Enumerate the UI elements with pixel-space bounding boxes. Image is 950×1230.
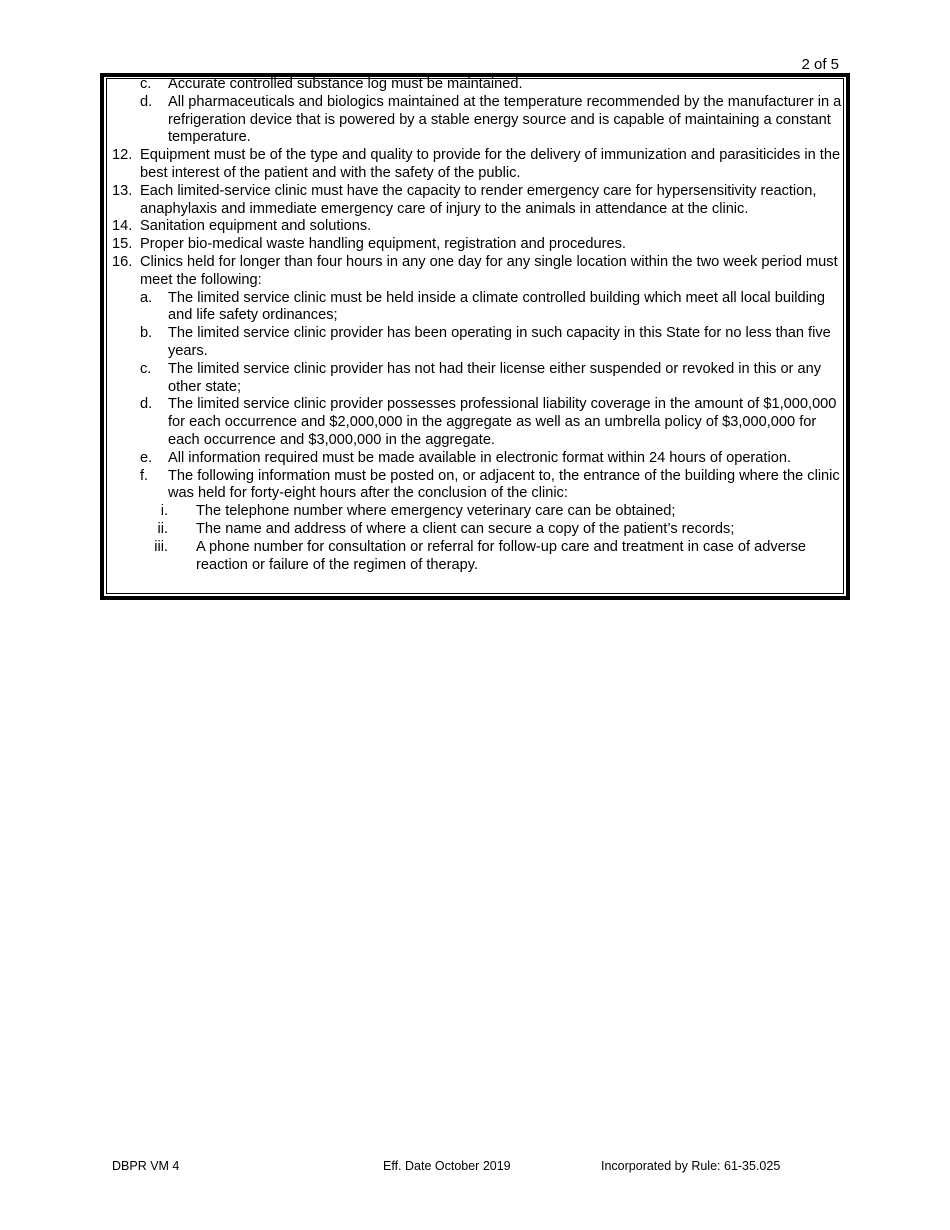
item-16c (112, 361, 842, 397)
list-marker: d. (140, 396, 153, 413)
list-marker: c. (140, 76, 152, 92)
list-marker: 12. (112, 147, 133, 164)
list-item-text: Accurate controlled substance log must be maintained. (168, 76, 523, 92)
list-item-text: The limited service clinic must be held inside a climate controlled building which meet all local building and life safety ordinances; (168, 289, 826, 324)
list-item-text: All pharmaceuticals and biologics maintained at the temperature recommended by the manufacturer in a refrigeration device that is powered by a stable energy source and is capable of maintaining a constant temperature. (168, 93, 842, 146)
list-item-text: The telephone number where emergency veterinary care can be obtained; (196, 503, 676, 520)
item-16f-i (112, 503, 842, 521)
footer-effective-date: Eff. Date October 2019 (383, 1159, 511, 1173)
list-item-text: The limited service clinic provider possesses professional liability coverage in the amount of $1,000,000 for each occurrence and $2,000,000 in the aggregate as well as an umbrella policy of $3,000,000 for each occurrence and $3,000,000 in the aggregate. (168, 396, 837, 448)
item-16a (112, 290, 842, 326)
list-item-text: Each limited-service clinic must have the capacity to render emergency care for hypersensitivity reaction, anaphylaxis and immediate emergency care of injury to the animals in attendance at the clinic. (140, 182, 817, 217)
list-marker: ii. (157, 520, 168, 537)
list-marker: d. (140, 93, 153, 110)
footer-rule: Incorporated by Rule: 61-35.025 (601, 1159, 781, 1173)
list-item-text: The following information must be posted on, or adjacent to, the entrance of the building where the clinic was held for forty-eight hours after the conclusion of the clinic: (168, 467, 840, 502)
list-marker: 16. (112, 253, 133, 270)
list-item-text: Proper bio-medical waste handling equipment, registration and procedures. (140, 236, 626, 253)
footer-form-id: DBPR VM 4 (112, 1159, 180, 1173)
list-item-text: All information required must be made available in electronic format within 24 hours of operation. (168, 449, 791, 466)
item-12 (112, 147, 842, 183)
list-marker: a. (140, 289, 153, 306)
list-item-text: Sanitation equipment and solutions. (140, 218, 372, 235)
list-marker: f. (140, 467, 149, 484)
list-item-text: The limited service clinic provider has not had their license either suspended or revoked in this or any other state; (168, 360, 821, 395)
item-16d (112, 396, 842, 449)
list-item-text: Equipment must be of the type and quality to provide for the delivery of immunization and parasiticides in the best interest of the patient and with the safety of the public. (140, 147, 841, 181)
item-11d (112, 94, 842, 147)
list-marker: e. (140, 449, 153, 466)
requirements-list (112, 76, 842, 574)
item-16 (112, 254, 842, 290)
item-13 (112, 183, 842, 219)
item-14 (112, 218, 842, 236)
list-item-text: The limited service clinic provider has been operating in such capacity in this State for no less than five years. (168, 325, 831, 359)
page-number: 2 of 5 (801, 56, 839, 73)
list-item-text: The name and address of where a client can secure a copy of the patient’s records; (196, 520, 735, 537)
item-16b (112, 325, 842, 361)
list-item-text: A phone number for consultation or referral for follow-up care and treatment in case of adverse reaction or failure of the regimen of therapy. (196, 538, 807, 573)
list-marker: i. (160, 503, 168, 520)
item-16f (112, 468, 842, 504)
list-marker: iii. (154, 538, 168, 555)
list-marker: 15. (112, 236, 133, 253)
item-16e (112, 450, 842, 468)
item-16f-ii (112, 521, 842, 539)
list-marker: 14. (112, 218, 133, 235)
item-15 (112, 236, 842, 254)
list-marker: c. (140, 360, 152, 377)
item-16f-iii (112, 539, 842, 575)
list-item-text: Clinics held for longer than four hours in any one day for any single location within the two week period must meet the following: (140, 253, 838, 288)
item-11c (112, 76, 842, 94)
list-marker: 13. (112, 182, 133, 199)
list-marker: b. (140, 325, 153, 342)
